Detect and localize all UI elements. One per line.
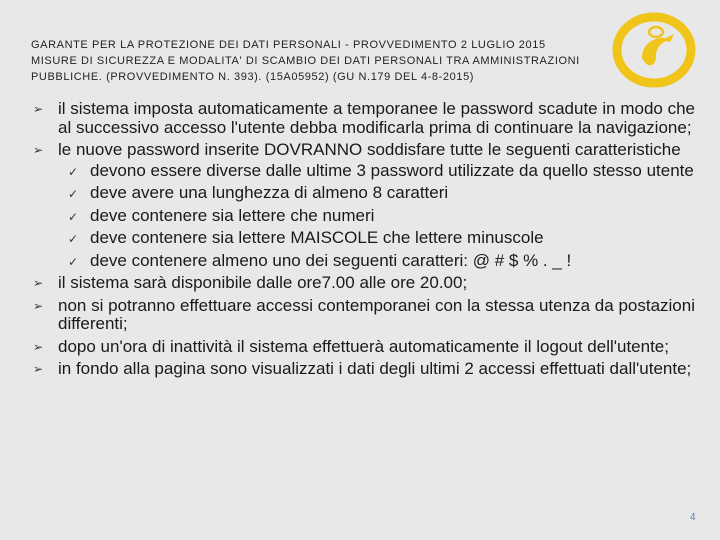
list-item-text: il sistema imposta automaticamente a temporanee le password scadute in modo che al successivo accesso l'utente debba modificarla prima di continuare la navigazione; xyxy=(58,99,695,137)
list-item xyxy=(33,274,695,293)
list-item xyxy=(33,141,695,160)
sub-item-text: deve avere una lunghezza di almeno 8 caratteri xyxy=(90,183,449,202)
sub-item-text: devono essere diverse dalle ultime 3 password utilizzate da quello stesso utente xyxy=(90,160,694,180)
header-line-3: PUBBLICHE. (PROVVEDIMENTO N. 393). (15A05952) (GU N.179 DEL 4-8-2015) xyxy=(31,71,475,83)
checkmark-icon: ✓ xyxy=(68,209,79,224)
list-item-text: le nuove password inserite DOVRANNO soddisfare tutte le seguenti caratteristiche xyxy=(58,140,681,159)
arrow-bullet-icon: ➢ xyxy=(33,276,44,290)
slide-header xyxy=(31,37,616,85)
list-item xyxy=(33,338,695,357)
sub-item xyxy=(33,252,695,271)
sub-item xyxy=(33,207,695,226)
list-item-text: dopo un'ora di inattività il sistema effettuerà automaticamente il logout dell'utente; xyxy=(58,336,669,356)
list-item xyxy=(33,100,695,137)
page-number: 4 xyxy=(690,512,696,523)
header-line-1: GARANTE PER LA PROTEZIONE DEI DATI PERSONALI - PROVVEDIMENTO 2 LUGLIO 2015 xyxy=(31,39,546,51)
arrow-bullet-icon: ➢ xyxy=(33,298,44,313)
list-item-text: in fondo alla pagina sono visualizzati i dati degli ultimi 2 accessi effettuati dall'utente; xyxy=(58,359,692,378)
sub-item xyxy=(33,162,695,181)
list-item xyxy=(33,360,695,379)
arrow-bullet-icon: ➢ xyxy=(33,339,44,354)
garante-logo-icon xyxy=(612,10,698,88)
sub-item-text: deve contenere almeno uno dei seguenti caratteri: @ # $ % . _ ! xyxy=(90,250,572,270)
header-line-2: MISURE DI SICUREZZA E MODALITA' DI SCAMBIO DEI DATI PERSONALI TRA AMMINISTRAZIONI xyxy=(31,55,580,67)
checkmark-icon: ✓ xyxy=(68,164,79,179)
checkmark-icon: ✓ xyxy=(68,232,79,246)
sub-item-text: deve contenere sia lettere che numeri xyxy=(90,205,375,225)
sub-item-text: deve contenere sia lettere MAISCOLE che lettere minuscole xyxy=(90,228,544,247)
list-item xyxy=(33,297,695,334)
arrow-bullet-icon: ➢ xyxy=(33,102,44,116)
checkmark-icon: ✓ xyxy=(68,254,79,269)
list-item-text: non si potranno effettuare accessi contemporanei con la stessa utenza da postazioni differenti; xyxy=(58,295,695,333)
slide-content xyxy=(33,100,695,383)
sub-item xyxy=(33,184,695,203)
list-item-text: il sistema sarà disponibile dalle ore7.00 alle ore 20.00; xyxy=(58,273,468,292)
sub-item xyxy=(33,229,695,248)
arrow-bullet-icon: ➢ xyxy=(33,362,44,376)
checkmark-icon: ✓ xyxy=(68,187,79,201)
arrow-bullet-icon: ➢ xyxy=(33,143,44,157)
